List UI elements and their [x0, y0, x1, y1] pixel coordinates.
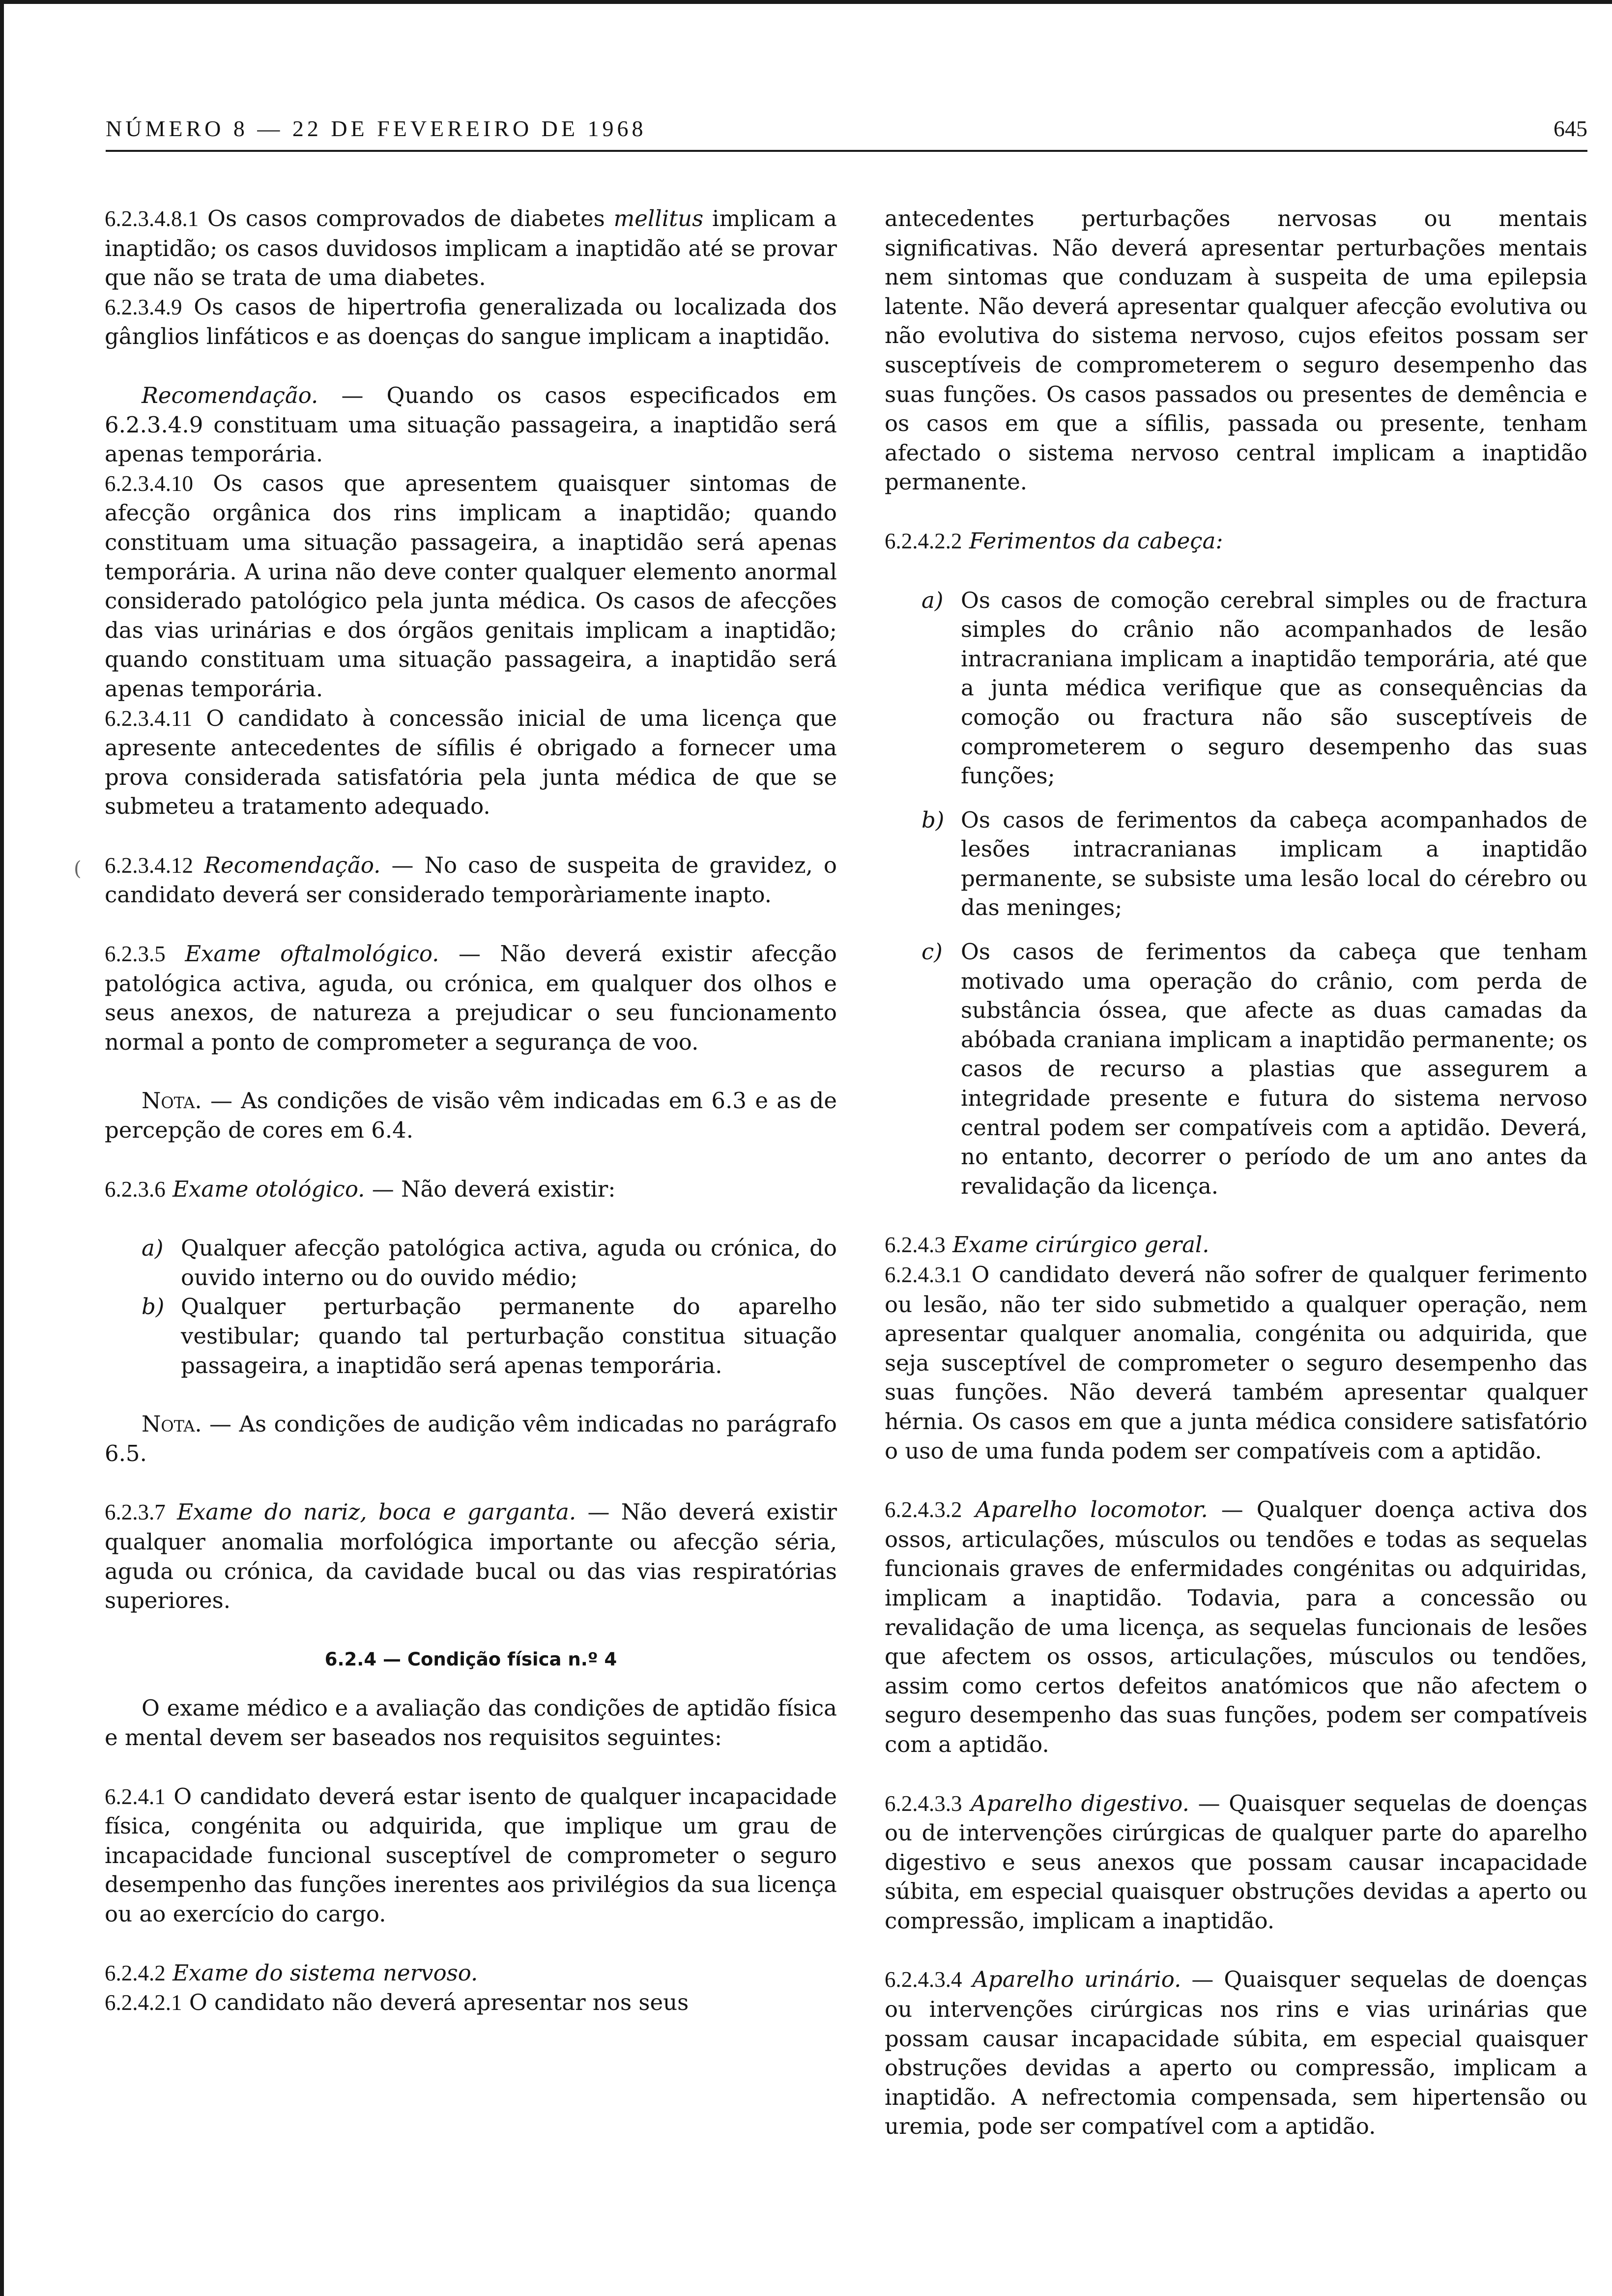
list-item-a [142, 1234, 837, 1292]
clause-title: Exame otológico. [173, 1176, 365, 1202]
paragraph-text: — Quaisquer sequelas de doenças ou intervenções cirúrgicas nos rins e vias urinárias que possam causar incapacidade súbita, em especial quaisquer obstruções devidas a aperto ou compressão, implicam a inaptidão. A nefrectomia compensada, sem hipertensão ou uremia, pode ser compatível com a aptidão. [885, 1966, 1587, 2140]
clause-title: Exame do nariz, boca e garganta. [177, 1499, 576, 1525]
paragraph-text: O candidato não deverá apresentar nos seus [189, 1989, 689, 2016]
paragraph-6-2-4-3-4 [885, 1965, 1587, 2141]
paragraph-6-2-3-4-11 [105, 704, 837, 821]
clause-number: 6.2.4.3.4 [885, 1967, 962, 1992]
clause-number: 6.2.3.4.9 [105, 294, 182, 319]
clause-title: Exame cirúrgico geral. [952, 1232, 1209, 1258]
paragraph-text: — No caso de suspeita de gravidez, o candidato deverá ser considerado temporàriamente inapto. [105, 852, 837, 908]
paragraph-text: — Não deverá existir afecção patológica activa, aguda, ou crónica, em qualquer dos olhos e seus anexos, de natureza a prejudicar o seu funcionamento normal a ponto de comprometer a segurança de voo. [105, 941, 837, 1055]
paragraph-intro [105, 1693, 837, 1752]
paragraph-6-2-4-3-3 [885, 1789, 1587, 1936]
clause-number: 6.2.4.2.2 [885, 528, 962, 553]
clause-number: 6.2.3.4.12 [105, 853, 193, 878]
list-label: a) [921, 587, 944, 613]
paragraph-6-2-3-4-9 [105, 292, 837, 351]
paragraph-6-2-4-2-2 [885, 526, 1587, 556]
paragraph-text: — Não deverá existir: [372, 1176, 616, 1202]
clause-number: 6.2.3.5 [105, 942, 166, 967]
paragraph-text: — Qualquer doença activa dos ossos, articulações, músculos ou tendões e todas as sequelas funcionais graves de enfermidades congénitas ou adquiridas, implicam a inaptidão. Todavia, para a concessão ou revalidação de uma licença, as sequelas funcionais de lesões que afectem os ossos, articulações, músculos ou tendões, assim como certos defeitos anatómicos que não afectem o seguro desempenho das suas funções, podem ser compatíveis com a aptidão. [885, 1496, 1587, 1757]
list-label: b) [921, 806, 945, 833]
clause-number: 6.2.3.4.10 [105, 471, 193, 496]
list-item-c [921, 937, 1587, 1201]
clause-number: 6.2.3.6 [105, 1177, 166, 1202]
page-border-left [0, 0, 4, 2296]
paragraph-text: — Não deverá existir qualquer anomalia morfológica importante ou afecção séria, aguda ou crónica, da cavidade bucal ou das vias respiratórias superiores. [105, 1499, 837, 1614]
paragraph-text: — As condições de audição vêm indicadas no parágrafo 6.5. [105, 1411, 837, 1466]
clause-number: 6.2.3.4.11 [105, 706, 193, 731]
paragraph-text: — Quando os casos especificados em 6.2.3.4.9 constituam uma situação passageira, a inaptidão será apenas temporária. [105, 382, 837, 467]
paragraph-6-2-4-1 [105, 1782, 837, 1929]
paragraph-6-2-4-2 [105, 1958, 837, 1988]
list-item-b [142, 1292, 837, 1380]
paragraph-text: Os casos comprovados de diabetes [207, 205, 605, 231]
clause-number: 6.2.4.1 [105, 1784, 166, 1809]
clause-number: 6.2.3.7 [105, 1500, 166, 1525]
paragraph-text: O candidato deverá estar isento de qualquer incapacidade física, congénita ou adquirida, que implique um grau de incapacidade funcional susceptível de comprometer o seguro desempenho das funções inerentes aos privilégios da sua licença ou ao exercício do cargo. [105, 1783, 837, 1927]
clause-title: Exame oftalmológico. [185, 941, 439, 967]
list-label: b) [142, 1293, 165, 1320]
emphasis-term: mellitus [613, 205, 704, 231]
note-label: Nota. [142, 1088, 202, 1114]
paragraph-6-2-3-4-12 [105, 851, 837, 910]
recommendation-label: Recomendação. [204, 852, 381, 878]
paragraph-6-2-3-4-8-1 [105, 204, 837, 292]
note-hearing [105, 1409, 837, 1468]
list-text: Qualquer perturbação permanente do aparelho vestibular; quando tal perturbação constitua situação passageira, a inaptidão será apenas temporária. [181, 1293, 837, 1378]
left-column [105, 204, 837, 2018]
paragraph-text: Os casos de hipertrofia generalizada ou localizada dos gânglios linfáticos e as doenças do sangue implicam a inaptidão. [105, 293, 837, 350]
clause-title: Aparelho urinário. [972, 1966, 1181, 1993]
clause-title: Aparelho digestivo. [971, 1790, 1189, 1816]
paragraph-6-2-3-7 [105, 1497, 837, 1615]
paragraph-text: antecedentes perturbações nervosas ou mentais significativas. Não deverá apresentar perturbações mentais nem sintomas que conduzam à suspeita de uma epilepsia latente. Não deverá apresentar qualquer afecção evolutiva ou não evolutiva do sistema nervoso, cujos efeitos possam ser susceptíveis de comprometerem o seguro desempenho das suas funções. Os casos passados ou presentes de demência e os casos em que a sífilis, passada ou presente, tenham afectado o sistema nervoso central implicam a inaptidão permanente. [885, 205, 1587, 495]
recommendation-label: Recomendação. [142, 382, 318, 408]
section-heading: 6.2.4 — Condição física n.º 4 [324, 1648, 617, 1670]
clause-number: 6.2.4.2.1 [105, 1990, 182, 2015]
margin-mark: ( [74, 858, 82, 880]
paragraph-continuation [885, 204, 1587, 497]
clause-number: 6.2.3.4.8.1 [105, 206, 199, 231]
paragraph-text: O candidato à concessão inicial de uma licença que apresente antecedentes de sífilis é obrigado a fornecer uma prova considerada satisfatória pela junta médica de que se submeteu a tratamento adequado. [105, 705, 837, 820]
paragraph-text: O exame médico e a avaliação das condições de aptidão física e mental devem ser baseados nos requisitos seguintes: [105, 1695, 837, 1751]
list-text: Os casos de comoção cerebral simples ou de fractura simples do crânio não acompanhados de lesão intracraniana implicam a inaptidão temporária, até que a junta médica verifique que as consequências da comoção ou fractura não são susceptíveis de comprometerem o seguro desempenho das suas funções; [961, 587, 1587, 789]
right-column [885, 204, 1587, 2141]
note-vision [105, 1086, 837, 1145]
note-label: Nota. [142, 1411, 202, 1437]
clause-number: 6.2.4.3.3 [885, 1791, 962, 1816]
paragraph-6-2-4-3 [885, 1230, 1587, 1260]
list-label: a) [142, 1235, 164, 1262]
clause-number: 6.2.4.3 [885, 1233, 946, 1258]
clause-title: Ferimentos da cabeça: [969, 527, 1223, 554]
paragraph-6-2-3-6 [105, 1175, 837, 1205]
page-border-top [0, 0, 1612, 4]
list-item-b [921, 805, 1587, 922]
list-label: c) [921, 939, 943, 965]
paragraph-6-2-3-5 [105, 939, 837, 1057]
paragraph-6-2-4-2-1 [105, 1988, 837, 2018]
list-text: Os casos de ferimentos da cabeça acompanhados de lesões intracranianas implicam a inaptidão permanente, se subsiste uma lesão local do cérebro ou das meninges; [961, 806, 1587, 921]
clause-number: 6.2.4.3.2 [885, 1497, 962, 1522]
header-title: NÚMERO 8 — 22 DE FEVEREIRO DE 1968 [106, 116, 647, 141]
list-item-a [921, 586, 1587, 791]
paragraph-text: Os casos que apresentem quaisquer sintomas de afecção orgânica dos rins implicam a inaptidão; quando constituam uma situação passageira, a inaptidão será apenas temporária. A urina não deve conter qualquer elemento anormal considerado patológico pela junta médica. Os casos de afecções das vias urinárias e dos órgãos genitais implicam a inaptidão; quando constituam uma situação passageira, a inaptidão será apenas temporária. [105, 470, 837, 702]
paragraph-6-2-4-3-2 [885, 1495, 1587, 1759]
paragraph-6-2-4-3-1 [885, 1260, 1587, 1465]
clause-number: 6.2.4.2 [105, 1960, 166, 1985]
clause-number: 6.2.4.3.1 [885, 1263, 962, 1287]
page-header [106, 111, 1587, 152]
clause-title: Aparelho locomotor. [975, 1496, 1208, 1523]
list-text: Os casos de ferimentos da cabeça que tenham motivado uma operação do crânio, com perda de substância óssea, que afecte as duas camadas da abóbada craniana implicam a inaptidão permanente; os casos de recurso a plastias que assegurem a integridade presente e futura do sistema nervoso central podem ser compatíveis com a aptidão. Deverá, no entanto, decorrer o período de um ano antes da revalidação da licença. [961, 939, 1587, 1199]
page-number: 645 [1554, 116, 1587, 141]
paragraph-text: implicam a inaptidão; os casos duvidosos implicam a inaptidão até se provar que não se trata de uma diabetes. [105, 205, 837, 291]
recommendation-1 [105, 381, 837, 469]
paragraph-text: — As condições de visão vêm indicadas em 6.3 e as de percepção de cores em 6.4. [105, 1088, 837, 1144]
paragraph-text: O candidato deverá não sofrer de qualquer ferimento ou lesão, não ter sido submetido a qualquer operação, nem apresentar qualquer anomalia, congénita ou adquirida, que seja susceptível de comprometer o seguro desempenho das suas funções. Não deverá também apresentar qualquer hérnia. Os casos em que a junta médica considere satisfatório o uso de uma funda podem ser compatíveis com a aptidão. [885, 1262, 1587, 1464]
list-text: Qualquer afecção patológica activa, aguda ou crónica, do ouvido interno ou do ouvido médio; [181, 1235, 837, 1291]
paragraph-text: — Quaisquer sequelas de doenças ou de intervenções cirúrgicas de qualquer parte do aparelho digestivo e seus anexos que possam causar incapacidade súbita, em especial quaisquer obstruções devidas a aperto ou compressão, implicam a inaptidão. [885, 1790, 1587, 1934]
paragraph-6-2-3-4-10 [105, 469, 837, 704]
clause-title: Exame do sistema nervoso. [173, 1959, 478, 1986]
